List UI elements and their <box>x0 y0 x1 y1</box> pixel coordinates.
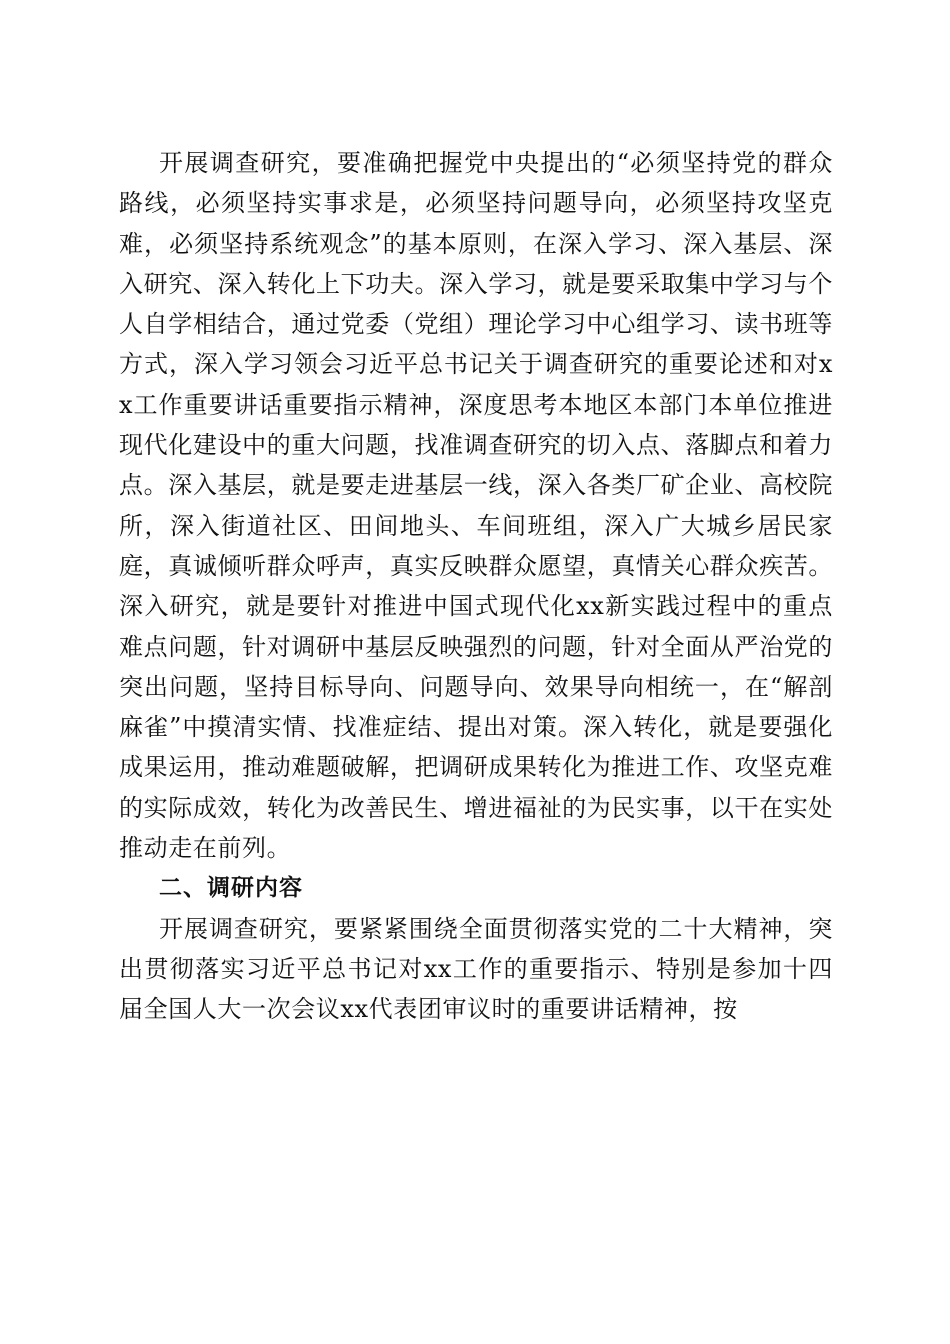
body-paragraph: 开展调查研究，要紧紧围绕全面贯彻落实党的二十大精神，突出贯彻落实习近平总书记对xx工作的重要指示、特别是参加十四届全国人大一次会议xx代表团审议时的重要讲话精神，按 <box>119 914 833 1024</box>
document-body <box>119 143 833 1030</box>
section-heading: 二、调研内容 <box>159 875 303 902</box>
body-paragraph: 开展调查研究，要准确把握党中央提出的“必须坚持党的群众路线，必须坚持实事求是，必须坚持问题导向，必须坚持攻坚克难，必须坚持系统观念”的基本原则，在深入学习、深入基层、深入研究、深入转化上下功夫。深入学习，就是要采取集中学习与个人自学相结合，通过党委（党组）理论学习中心组学习、读书班等方式，深入学习领会习近平总书记关于调查研究的重要论述和对xx工作重要讲话重要指示精神，深度思考本地区本部门本单位推进现代化建设中的重大问题，找准调查研究的切入点、落脚点和着力点。深入基层，就是要走进基层一线，深入各类厂矿企业、高校院所，深入街道社区、田间地头、车间班组，深入广大城乡居民家庭，真诚倾听群众呼声，真实反映群众愿望，真情关心群众疾苦。深入研究，就是要针对推进中国式现代化xx新实践过程中的重点难点问题，针对调研中基层反映强烈的问题，针对全面从严治党的突出问题，坚持目标导向、问题导向、效果导向相统一，在“解剖麻雀”中摸清实情、找准症结、提出对策。深入转化，就是要强化成果运用，推动难题破解，把调研成果转化为推进工作、攻坚克难的实际成效，转化为改善民生、增进福祉的为民实事，以干在实处推动走在前列。 <box>119 149 833 863</box>
